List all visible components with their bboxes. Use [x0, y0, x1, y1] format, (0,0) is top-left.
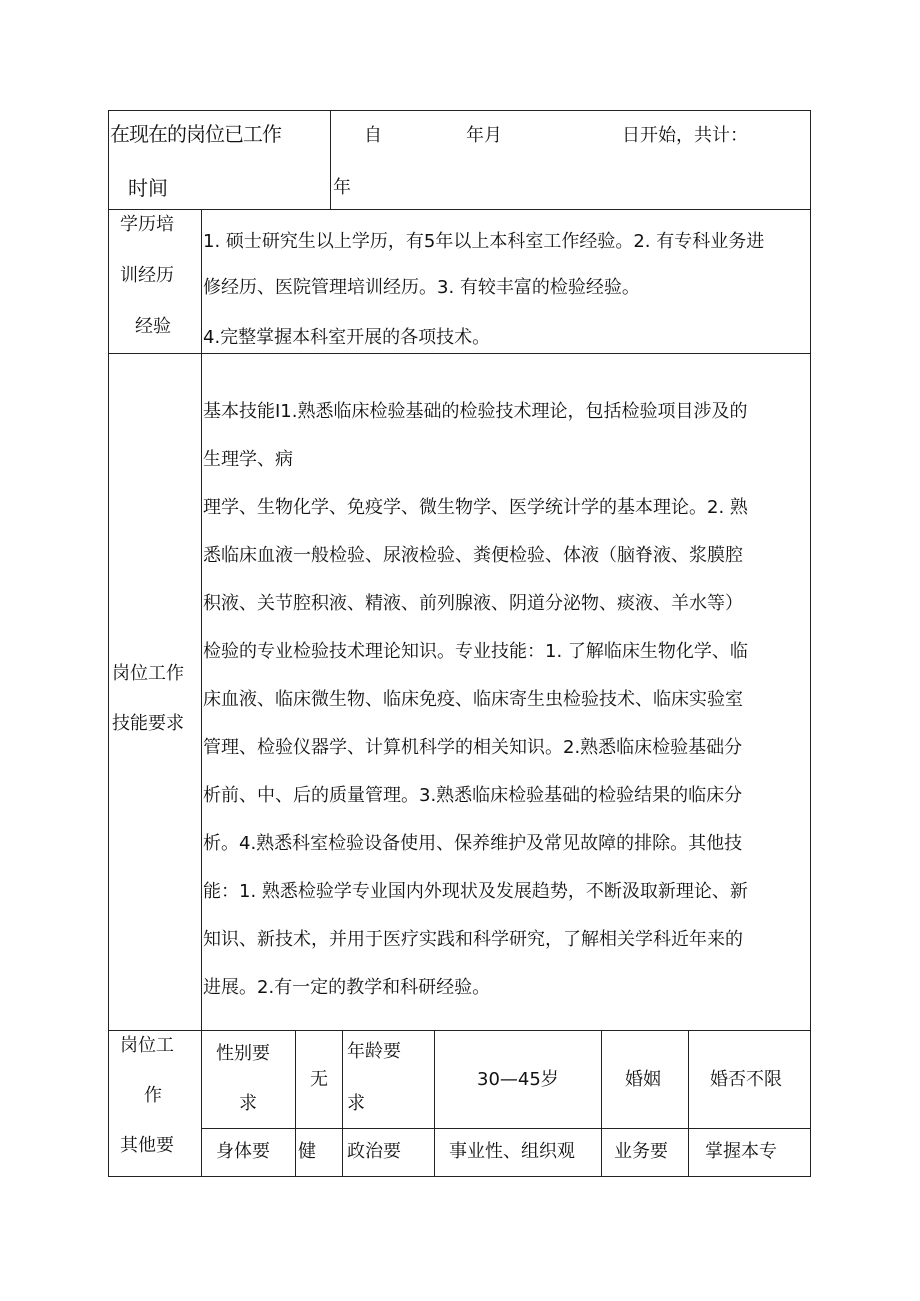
row3-label-line2: 技能要求 — [112, 713, 184, 734]
skill-line: 理学、生物化学、免疫学、微生物学、医学统计学的基本理论。2. 熟 — [203, 497, 748, 518]
skill-line: 管理、检验仪器学、计算机科学的相关知识。2.熟悉临床检验基础分 — [203, 737, 743, 758]
gender-value: 无 — [310, 1069, 328, 1090]
skill-line: 悉临床血液一般检验、尿液检验、粪便检验、体液（脑脊液、浆膜腔 — [203, 545, 743, 566]
skill-line: 知识、新技术，并用于医疗实践和科学研究，了解相关学科近年来的 — [203, 929, 743, 950]
age-label-cont: 求 — [347, 1093, 365, 1114]
skill-line: 能：1. 熟悉检验学专业国内外现状及发展趋势，不断汲取新理论、新 — [203, 881, 748, 902]
col-divider-e — [688, 1030, 689, 1177]
table-border-bottom — [108, 1176, 811, 1177]
business-label: 业务要 — [614, 1141, 668, 1162]
years-unit-label: 年 — [333, 177, 351, 198]
row2-label-line3: 经验 — [135, 316, 171, 337]
row2-label-line2: 训经历 — [120, 265, 174, 286]
row2-label-line1: 学历培 — [120, 214, 174, 235]
age-value: 30—45岁 — [477, 1069, 559, 1090]
year-month-label: 年月 — [466, 125, 502, 146]
skill-line: 析前、中、后的质量管理。3.熟悉临床检验基础的检验结果的临床分 — [203, 785, 743, 806]
col-divider-a — [295, 1030, 296, 1177]
politics-value: 事业性、组织观 — [449, 1141, 575, 1162]
marriage-value: 婚否不限 — [710, 1069, 782, 1090]
skill-line: 检验的专业检验技术理论知识。专业技能：1. 了解临床生物化学、临 — [203, 641, 748, 662]
row4-label-line2: 作 — [144, 1085, 162, 1106]
row1-label-line1: 在现在的岗位已工作 — [110, 122, 281, 146]
row4-label-line1: 岗位工 — [120, 1035, 174, 1056]
skill-line: 积液、关节腔积液、精液、前列腺液、阴道分泌物、痰液、羊水等） — [203, 593, 743, 614]
skill-line: 析。4.熟悉科室检验设备使用、保养维护及常见故障的排除。其他技 — [203, 833, 743, 854]
health-value: 健 — [298, 1141, 316, 1162]
row3-label-line1: 岗位工作 — [112, 663, 184, 684]
gender-label-cont: 求 — [239, 1093, 257, 1114]
col-divider-row1 — [330, 110, 331, 210]
skill-line: 进展。2.有一定的教学和科研经验。 — [203, 977, 491, 998]
table-border-top — [108, 110, 811, 111]
gender-label: 性别要 — [216, 1043, 270, 1064]
start-prefix: 自 — [364, 125, 382, 146]
col-divider-b — [342, 1030, 343, 1177]
table-border-right — [810, 110, 811, 1177]
business-value: 掌握本专 — [705, 1141, 777, 1162]
table-border-left — [108, 110, 109, 1177]
skill-line: 床血液、临床微生物、临床免疫、临床寄生虫检验技术、临床实验室 — [203, 689, 743, 710]
col-divider-label — [201, 209, 202, 1177]
education-line: 修经历、医院管理培训经历。3. 有较丰富的检验经验。 — [203, 277, 640, 298]
col-divider-c — [434, 1030, 435, 1177]
row-divider-4 — [201, 1128, 811, 1129]
marriage-label: 婚姻 — [625, 1069, 661, 1090]
skill-line: 基本技能I1.熟悉临床检验基础的检验技术理论，包括检验项目涉及的 — [203, 401, 748, 422]
health-label: 身体要 — [216, 1141, 270, 1162]
politics-label: 政治要 — [347, 1141, 401, 1162]
row1-label-line2: 时间 — [128, 176, 168, 200]
skill-line: 生理学、病 — [203, 449, 293, 470]
row-divider-1 — [108, 209, 811, 210]
education-line: 1. 硕士研究生以上学历，有5年以上本科室工作经验。2. 有专科业务进 — [203, 231, 765, 252]
col-divider-d — [601, 1030, 602, 1177]
row-divider-3 — [108, 1030, 811, 1031]
row4-label-line3: 其他要 — [120, 1135, 174, 1156]
start-day-total-label: 日开始，共计： — [622, 125, 748, 146]
row-divider-2 — [108, 353, 811, 354]
education-line: 4.完整掌握本科室开展的各项技术。 — [203, 327, 491, 348]
age-label: 年龄要 — [347, 1041, 401, 1062]
